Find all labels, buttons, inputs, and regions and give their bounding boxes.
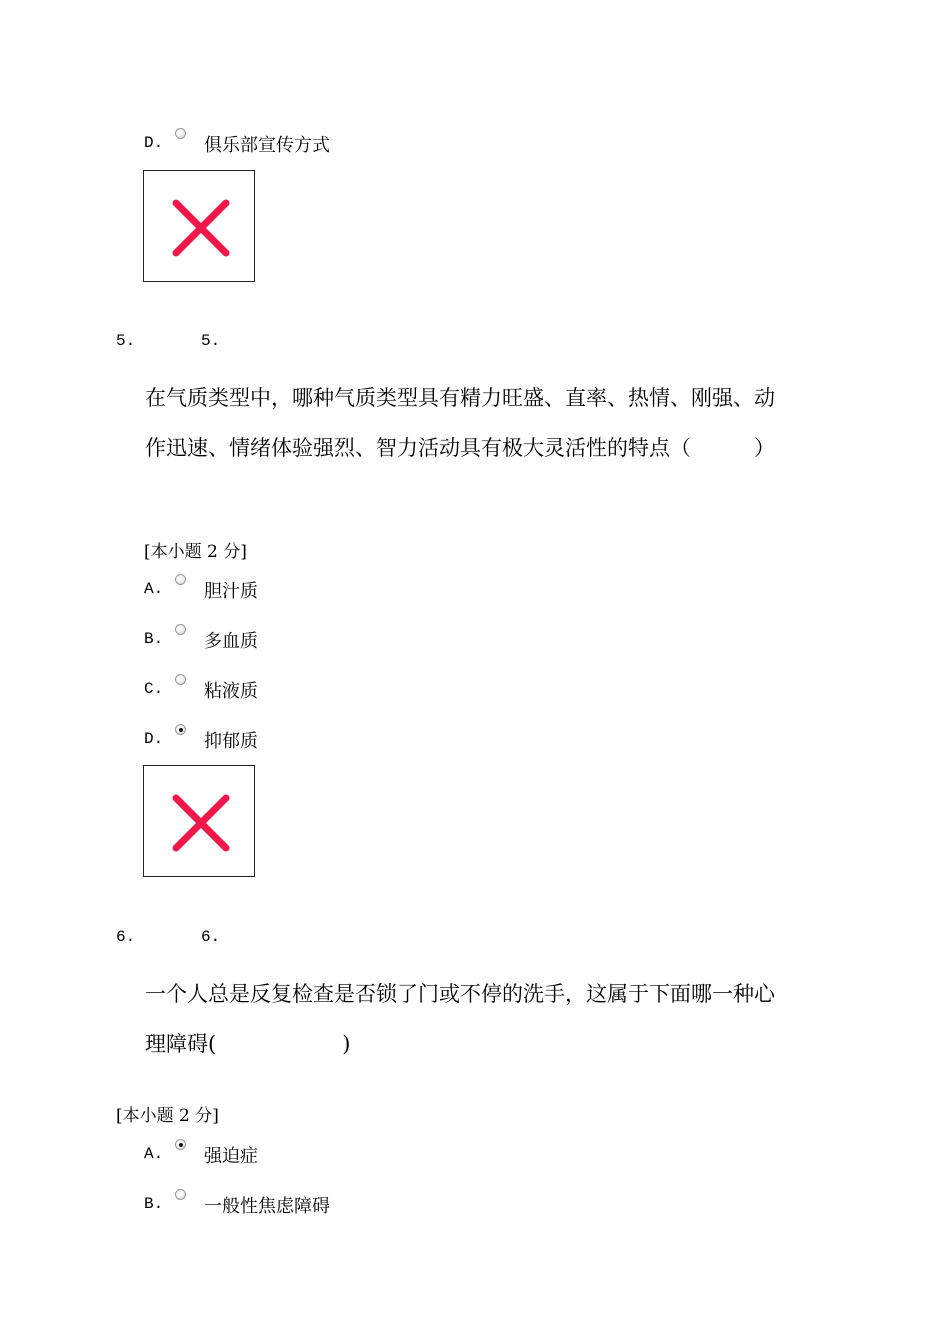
option-c-letter: C. [144,680,164,698]
option-d-letter: D. [144,730,164,748]
option-b-text: 多血质 [204,631,258,652]
option-a-letter: A. [144,580,164,598]
option-a-letter: A. [144,1145,164,1163]
option-b-radio[interactable] [175,624,186,635]
option-d-radio-selected[interactable] [175,724,186,735]
option-b-letter: B. [144,1195,164,1213]
option-d-text: 抑郁质 [204,731,258,752]
option-d-radio[interactable] [175,128,186,139]
wrong-x-icon [144,766,254,876]
option-b-radio[interactable] [175,1189,186,1200]
option-c-radio[interactable] [175,674,186,685]
question-score: [本小题 2 分] [144,542,247,562]
question-text-line-1: 一个人总是反复检查是否锁了门或不停的洗手，这属于下面哪一种心 [145,982,775,1006]
option-c-text: 粘液质 [204,681,258,702]
question-text-line-2: 理障碍( ) [145,1032,351,1056]
wrong-answer-mark [143,765,255,877]
option-a-radio[interactable] [175,574,186,585]
option-d-text: 俱乐部宣传方式 [204,135,330,156]
question-number: 5. [116,332,136,350]
question-number-secondary: 6. [201,928,221,946]
option-a-text: 胆汁质 [204,581,258,602]
question-text-line-1: 在气质类型中，哪种气质类型具有精力旺盛、直率、热情、刚强、动 [145,386,775,410]
wrong-x-icon [144,171,254,281]
question-number-secondary: 5. [201,332,221,350]
option-a-text: 强迫症 [204,1146,258,1167]
question-score: [本小题 2 分] [116,1106,219,1126]
question-number: 6. [116,928,136,946]
option-a-radio-selected[interactable] [175,1139,186,1150]
option-d-letter: D. [144,134,164,152]
option-b-text: 一般性焦虑障碍 [204,1196,330,1217]
question-text-line-2: 作迅速、情绪体验强烈、智力活动具有极大灵活性的特点（ ） [145,436,775,460]
wrong-answer-mark [143,170,255,282]
option-b-letter: B. [144,630,164,648]
